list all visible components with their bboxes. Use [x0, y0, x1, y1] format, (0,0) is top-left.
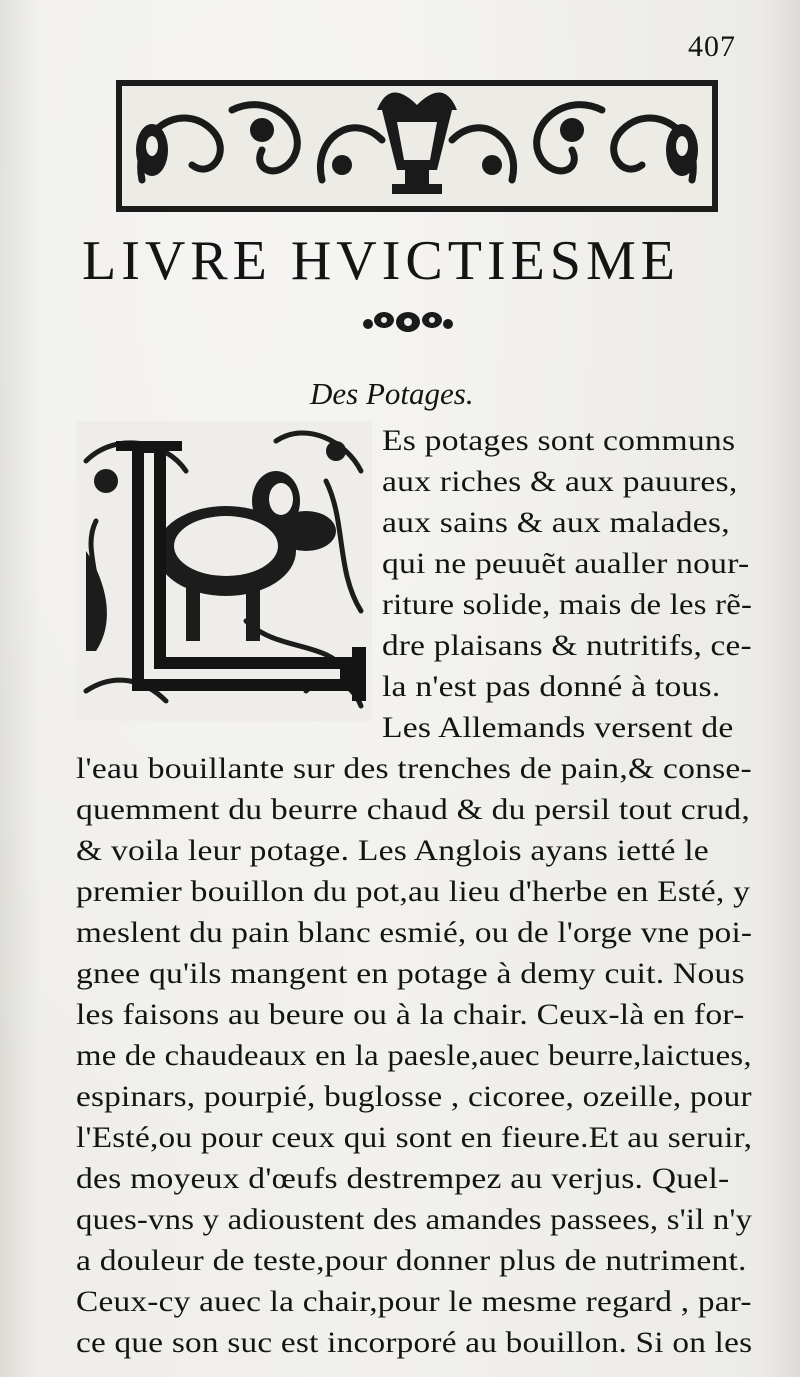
text-line: ce que son suc est incorporé au bouillon. Si on les — [76, 1326, 753, 1359]
text-line: l'Esté,ou pour ceux qui sont en fieure.Et au seruir, — [76, 1121, 753, 1154]
book-title: LIVRE HVICTIESME — [82, 230, 680, 292]
text-line: a douleur de teste,pour donner plus de nutriment. — [76, 1244, 747, 1277]
text-line: qui ne peuuẽt aualler nour- — [382, 547, 750, 580]
text-line: me de chaudeaux en la paesle,auec beurre,laictues, — [76, 1039, 752, 1072]
text-line: & voila leur potage. Les Anglois ayans ietté le — [76, 834, 709, 867]
text-line: espinars, pourpié, buglosse , cicoree, ozeille, pour — [76, 1080, 752, 1113]
text-line: dre plaisans & nutritifs, ce- — [382, 629, 752, 662]
text-line: des moyeux d'œufs destrempez au verjus. Quel- — [76, 1162, 730, 1195]
fleuron-ornament-icon — [362, 306, 454, 338]
decorated-initial-l-icon — [76, 421, 372, 721]
text-line: gnee qu'ils mangent en potage à demy cuit. Nous — [76, 957, 745, 990]
page-number: 407 — [688, 30, 736, 63]
text-line: premier bouillon du pot,au lieu d'herbe en Esté, y — [76, 875, 751, 908]
text-line: la n'est pas donné à tous. — [382, 670, 721, 703]
text-line: ques-vns y adioustent des amandes passees, s'il n'y — [76, 1203, 753, 1236]
text-line: riture solide, mais de les rẽ- — [382, 588, 753, 621]
text-line: l'eau bouillante sur des trenches de pain,& conse- — [76, 752, 752, 785]
text-line: Les Allemands versent de — [382, 711, 734, 744]
text-line: Ceux-cy auec la chair,pour le mesme regard , par- — [76, 1285, 752, 1318]
text-line: meslent du pain blanc esmié, ou de l'orge vne poi- — [76, 916, 753, 949]
ornamental-headpiece-icon — [112, 70, 722, 218]
text-line: les faisons au beure ou à la chair. Ceux-là en for- — [76, 998, 745, 1031]
text-line: aux sains & aux malades, — [382, 506, 730, 539]
text-line: aux riches & aux pauures, — [382, 465, 738, 498]
text-line: quemment du beurre chaud & du persil tout crud, — [76, 793, 750, 826]
text-line: Es potages sont communs — [382, 424, 736, 457]
chapter-title: Des Potages. — [310, 376, 474, 411]
